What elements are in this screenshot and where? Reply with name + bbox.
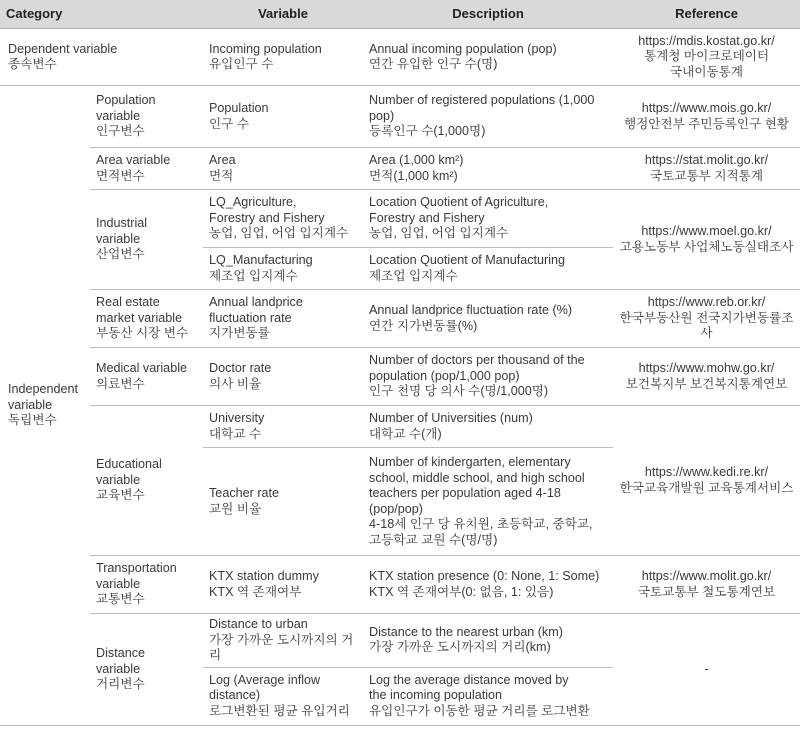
cell-line: https://mdis.kostat.go.kr/ <box>638 33 775 48</box>
cell-line: 행정안전부 주민등록인구 현황 <box>623 116 790 131</box>
medical-reference-cell <box>613 348 800 406</box>
distance-group-cell <box>90 614 203 726</box>
cell-line: variable <box>8 397 53 412</box>
cell-line: https://www.mois.go.kr/ <box>641 101 772 115</box>
cell-line: 고용노동부 사업체노동실태조사 <box>619 239 794 254</box>
cell-line: Distance to the nearest urban (km) <box>369 624 563 639</box>
cell-line: Population <box>209 101 269 115</box>
cell-line: 부동산 시장 변수 <box>96 326 189 341</box>
area-group-cell <box>90 148 203 190</box>
cell-line: Medical variable <box>96 361 187 375</box>
cell-line: pop) <box>369 108 395 123</box>
industrial-reference-cell <box>613 190 800 290</box>
cell-line: Area <box>209 153 236 167</box>
cell-line: Doctor rate <box>209 361 272 375</box>
industrial-variable-cell <box>203 248 363 290</box>
cell-line: Area variable <box>96 153 171 167</box>
cell-line: Independent <box>8 382 79 396</box>
distance-description-cell <box>363 667 613 725</box>
header-description: Description <box>363 0 613 29</box>
population-reference-cell <box>613 86 800 148</box>
cell-line: 가장 가까운 도시까지의 거리 <box>209 632 354 662</box>
dependent-variable-cell <box>203 29 363 86</box>
transportation-description-cell <box>363 556 613 614</box>
dependent-category-cell <box>0 29 203 86</box>
cell-line: Annual landprice fluctuation rate (%) <box>369 303 573 317</box>
cell-line: Annual landprice <box>209 295 303 310</box>
cell-line: - <box>704 661 709 676</box>
cell-line: https://www.moel.go.kr/ <box>641 224 772 238</box>
population-description-cell <box>363 86 613 148</box>
cell-line: 지가변동률 <box>209 326 270 341</box>
medical-group-cell <box>90 348 203 406</box>
table-row-distance-1 <box>0 614 800 668</box>
table-row-transportation <box>0 556 800 614</box>
cell-line: (pop/pop) <box>369 501 423 516</box>
cell-line: Distance <box>96 646 145 660</box>
cell-line: KTX station presence (0: None, 1: Some) <box>369 569 600 583</box>
cell-line: 종속변수 <box>8 57 57 71</box>
cell-line: https://www.molit.go.kr/ <box>641 569 772 583</box>
cell-line: 인구 천명 당 의사 수(명/1,000명) <box>369 384 549 399</box>
header-reference: Reference <box>613 0 800 29</box>
cell-line: Transportation <box>96 561 177 576</box>
cell-line: Distance to urban <box>209 617 308 631</box>
table-row-area <box>0 148 800 190</box>
cell-line: Industrial <box>96 216 148 231</box>
cell-line: https://stat.molit.go.kr/ <box>644 153 769 167</box>
educational-description-cell <box>363 406 613 448</box>
cell-line: 농업, 임업, 어업 입지계수 <box>209 226 349 241</box>
cell-line: LQ_Agriculture, <box>209 195 297 210</box>
cell-line: Location Quotient of Agriculture, <box>369 195 549 210</box>
cell-line: https://www.kedi.re.kr/ <box>644 465 769 479</box>
population-group-cell <box>90 86 203 148</box>
cell-line: 거리변수 <box>96 677 145 691</box>
cell-line: Annual incoming population (pop) <box>369 41 557 56</box>
cell-line: variable <box>96 472 141 487</box>
cell-line: variable <box>96 661 141 676</box>
cell-line: 인구변수 <box>96 124 145 139</box>
area-description-cell <box>363 148 613 190</box>
cell-line: KTX 역 존재여부(0: 없음, 1: 있음) <box>369 584 554 599</box>
cell-line: 교육변수 <box>96 488 145 503</box>
table-row-dependent <box>0 29 800 86</box>
cell-line: Dependent variable <box>8 41 118 56</box>
real-estate-variable-cell <box>203 290 363 348</box>
distance-variable-cell <box>203 614 363 668</box>
cell-line: 교통변수 <box>96 592 145 607</box>
distance-reference-cell <box>613 614 800 726</box>
area-reference-cell <box>613 148 800 190</box>
cell-line: 연간 지가변동률(%) <box>369 318 478 333</box>
cell-line: Area (1,000 km²) <box>369 153 464 167</box>
cell-line: 국내이동통계 <box>670 64 744 79</box>
educational-variable-cell <box>203 406 363 448</box>
transportation-variable-cell <box>203 556 363 614</box>
cell-line: Log (Average inflow <box>209 672 321 687</box>
cell-line: https://www.reb.or.kr/ <box>647 295 766 310</box>
cell-line: 한국교육개발원 교육통계서비스 <box>619 480 794 495</box>
cell-line: school, middle school, and high school <box>369 470 585 485</box>
cell-line: Number of Universities (num) <box>369 411 533 425</box>
cell-line: 교원 비율 <box>209 501 262 516</box>
cell-line: variable <box>96 231 141 246</box>
cell-line: KTX 역 존재여부 <box>209 584 302 599</box>
cell-line: Incoming population <box>209 41 322 56</box>
transportation-group-cell <box>90 556 203 614</box>
cell-line: 유입인구가 이동한 평균 거리를 로그변환 <box>369 703 590 718</box>
cell-line: 제조업 입지계수 <box>369 268 458 283</box>
medical-description-cell <box>363 348 613 406</box>
cell-line: variable <box>96 576 141 591</box>
cell-line: 농업, 임업, 어업 입지계수 <box>369 226 509 241</box>
cell-line: https://www.mohw.go.kr/ <box>638 361 775 375</box>
cell-line: 국토교통부 철도통계연보 <box>637 584 776 599</box>
independent-category-cell <box>0 86 90 726</box>
cell-line: population (pop/1,000 pop) <box>369 368 520 383</box>
industrial-variable-cell <box>203 190 363 248</box>
population-variable-cell <box>203 86 363 148</box>
dependent-reference-cell <box>613 29 800 86</box>
cell-line: 독립변수 <box>8 413 57 427</box>
cell-line: 로그변환된 평균 유입거리 <box>209 703 350 718</box>
cell-line: 통계청 마이크로데이터 <box>643 49 770 64</box>
educational-reference-cell <box>613 406 800 556</box>
header-variable: Variable <box>203 0 363 29</box>
cell-line: 등록인구 수(1,000명) <box>369 124 486 139</box>
cell-line: 의사 비율 <box>209 376 262 391</box>
header-row <box>0 0 800 29</box>
cell-line: Number of kindergarten, elementary <box>369 455 571 469</box>
cell-line: 국토교통부 지적통계 <box>650 168 764 183</box>
industrial-group-cell <box>90 190 203 290</box>
cell-line: 면적(1,000 km²) <box>369 168 458 183</box>
header-category: Category <box>0 0 203 29</box>
cell-line: 의료변수 <box>96 376 145 391</box>
cell-line: fluctuation rate <box>209 310 292 325</box>
cell-line: 4-18세 인구 당 유치원, 초등학교, 중학교, <box>369 517 593 531</box>
cell-line: 대학교 수 <box>209 426 262 441</box>
table-row-medical <box>0 348 800 406</box>
medical-variable-cell <box>203 348 363 406</box>
distance-variable-cell <box>203 667 363 725</box>
cell-line: KTX station dummy <box>209 569 319 583</box>
educational-variable-cell <box>203 448 363 556</box>
dependent-description-cell <box>363 29 613 86</box>
cell-line: 인구 수 <box>209 116 250 131</box>
real-estate-reference-cell <box>613 290 800 348</box>
cell-line: 대학교 수(개) <box>369 426 442 441</box>
cell-line: Forestry and Fishery <box>209 210 325 225</box>
table-row-real-estate <box>0 290 800 348</box>
cell-line: 고등학교 교원 수(명/명) <box>369 532 498 547</box>
transportation-reference-cell <box>613 556 800 614</box>
cell-line: Log the average distance moved by <box>369 672 569 687</box>
cell-line: University <box>209 411 265 425</box>
cell-line: market variable <box>96 310 183 325</box>
area-variable-cell <box>203 148 363 190</box>
cell-line: Teacher rate <box>209 486 280 500</box>
cell-line: the incoming population <box>369 688 503 703</box>
cell-line: 면적변수 <box>96 168 145 183</box>
industrial-description-cell <box>363 190 613 248</box>
cell-line: 한국부동산원 전국지가변동률조사 <box>619 310 794 341</box>
cell-line: Number of registered populations (1,000 <box>369 93 595 108</box>
cell-line: 유입인구 수 <box>209 57 274 71</box>
real-estate-description-cell <box>363 290 613 348</box>
cell-line: 산업변수 <box>96 247 145 262</box>
cell-line: teachers per population aged 4-18 <box>369 486 561 500</box>
educational-group-cell <box>90 406 203 556</box>
cell-line: LQ_Manufacturing <box>209 253 313 267</box>
cell-line: variable <box>96 108 141 123</box>
cell-line: Forestry and Fishery <box>369 210 485 225</box>
table-row-population <box>0 86 800 148</box>
cell-line: Number of doctors per thousand of the <box>369 353 585 368</box>
cell-line: distance) <box>209 688 261 703</box>
cell-line: 제조업 입지계수 <box>209 268 298 283</box>
real-estate-group-cell <box>90 290 203 348</box>
table-row-educational-1 <box>0 406 800 448</box>
educational-description-cell <box>363 448 613 556</box>
cell-line: 면적 <box>209 168 234 183</box>
industrial-description-cell <box>363 248 613 290</box>
distance-description-cell <box>363 614 613 668</box>
cell-line: Population <box>96 93 156 108</box>
cell-line: 가장 가까운 도시까지의 거리(km) <box>369 640 551 655</box>
cell-line: Location Quotient of Manufacturing <box>369 253 566 267</box>
table-row-industrial-1 <box>0 190 800 248</box>
cell-line: 보건복지부 보건복지통계연보 <box>625 376 788 391</box>
cell-line: Real estate <box>96 295 160 310</box>
cell-line: Educational <box>96 457 162 472</box>
cell-line: 연간 유입한 인구 수(명) <box>369 57 498 71</box>
